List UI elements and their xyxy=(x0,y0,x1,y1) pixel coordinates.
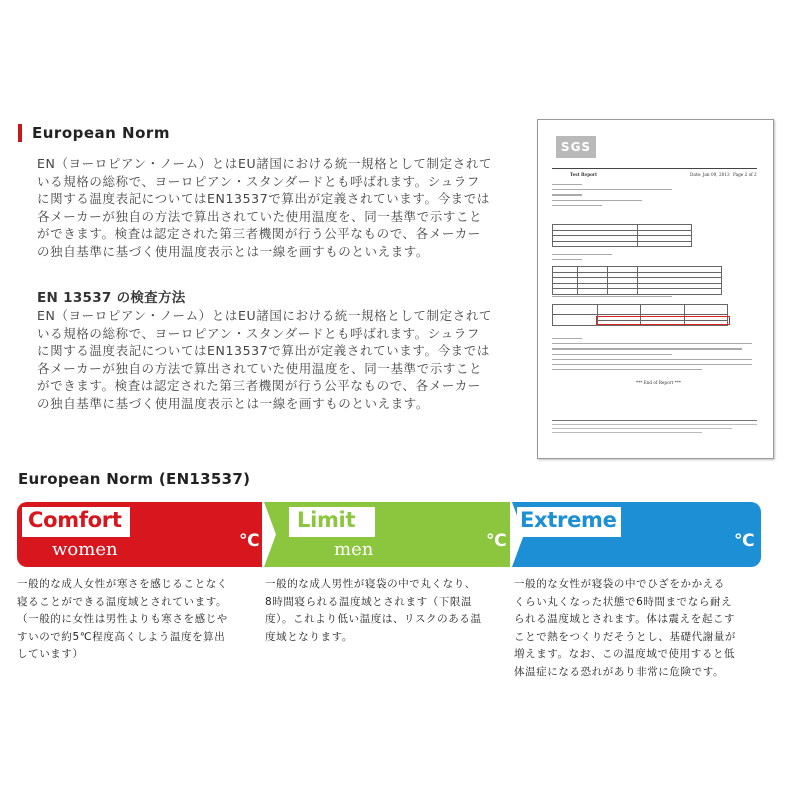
subsection-title: EN 13537 の検査方法 xyxy=(37,290,186,306)
comfort-sub: women xyxy=(52,539,118,560)
report-text-lines xyxy=(552,184,712,210)
report-rule xyxy=(552,168,757,169)
comfort-zone xyxy=(17,502,264,567)
extreme-zone xyxy=(512,502,761,567)
comfort-description: 一般的な成人女性が寒さを感じることなく 寝ることができる温度域とされています。 （一般的に女性は男性よりも寒さを感じや すいので約5℃程度高くしよう温度を算出 しています） xyxy=(17,578,228,660)
comfort-label: Comfort xyxy=(28,508,122,532)
report-text-lines xyxy=(552,254,632,264)
degree-symbol: ℃ xyxy=(239,531,260,551)
limit-description: 一般的な成人男性が寝袋の中で丸くなり、 8時間寝られる温度域とされます（下限温 度）。これより低い温度は、リスクのある温 度域となります。 xyxy=(265,578,482,643)
limit-label: Limit xyxy=(297,508,356,532)
comfort-limit-divider xyxy=(262,502,278,567)
subsection-body: EN（ヨーロピアン・ノーム）とはEU諸国における統一規格として制定されて いる規格の総称で、ヨーロピアン・スタンダードとも呼ばれます。シュラフ に関する温度表記についてはEN13537で算出が定義されています。今までは 各メーカーが独自の方法で算出されていた使用温度を、同一基準で示すこと ができます。検査は認定された第三者機関が行う公平なもので、各メーカー の独自基準に基づく使用温度表示とは一線を画すものといえます。 xyxy=(37,308,493,411)
section-title: European Norm xyxy=(32,124,170,142)
section-body: EN（ヨーロピアン・ノーム）とはEU諸国における統一規格として制定されて いる規格の総称で、ヨーロピアン・スタンダードとも呼ばれます。シュラフ に関する温度表記についてはEN13537で算出が定義されています。今までは 各メーカーが独自の方法で算出されていた使用温度を、同一基準で示すこと ができます。検査は認定された第三者機関が行う公平なもので、各メーカー の独自基準に基づく使用温度表示とは一線を画すものといえます。 xyxy=(37,156,493,259)
sgs-logo: SGS xyxy=(556,136,596,158)
extreme-label: Extreme xyxy=(520,508,617,532)
test-report-image xyxy=(537,119,774,459)
limit-extreme-divider xyxy=(510,502,526,567)
report-end: *** End of Report *** xyxy=(636,380,681,385)
norm-heading: European Norm (EN13537) xyxy=(18,470,251,488)
limit-sub: men xyxy=(334,539,374,560)
degree-symbol: ℃ xyxy=(486,531,507,551)
report-table-1 xyxy=(552,224,692,247)
report-table-2 xyxy=(552,266,722,295)
report-title: Test Report xyxy=(570,172,598,177)
section-accent-bar xyxy=(18,124,22,142)
report-text-lines xyxy=(552,338,752,374)
report-page: Page 2 of 2 xyxy=(733,172,757,177)
limit-zone xyxy=(264,502,512,567)
report-date: Date: Jan 09, 2013 xyxy=(690,172,730,177)
degree-symbol: ℃ xyxy=(734,531,755,551)
report-text-lines xyxy=(552,296,672,301)
report-footer xyxy=(552,420,757,438)
report-highlight xyxy=(596,316,730,325)
extreme-description: 一般的な女性が寝袋の中でひざをかかえる くらい丸くなった状態で6時間までなら耐え られる温度域とされます。体は震えを起こす ことで熱をつくりだそうとし、基礎代謝量が 増えます。なお、この温度域で使用すると低 体温症になる恐れがあり非常に危険です。 xyxy=(514,578,736,678)
